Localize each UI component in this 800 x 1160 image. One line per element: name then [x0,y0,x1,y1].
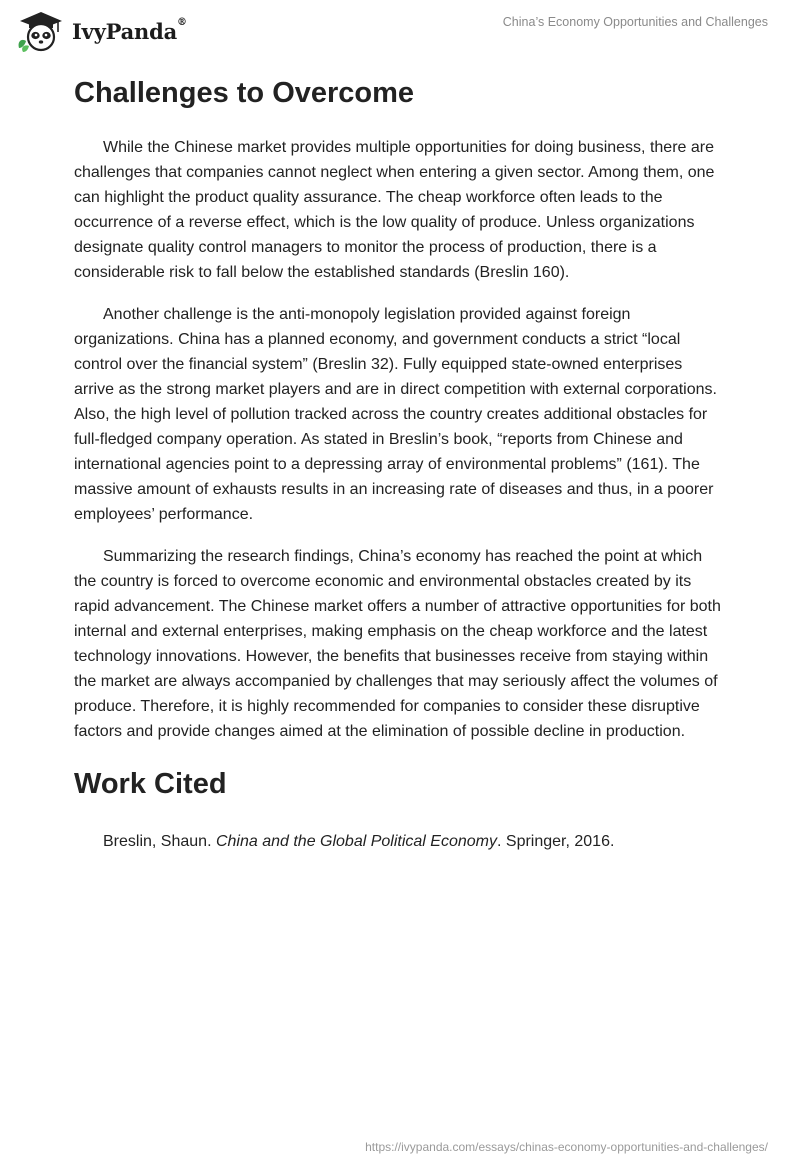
section-heading-work-cited: Work Cited [74,768,227,800]
citation-publisher: . Springer, 2016. [497,833,615,850]
citation-title: China and the Global Political Economy [215,833,497,850]
source-url[interactable]: https://ivypanda.com/essays/chinas-economy-opportunities-and-challenges/ [365,1140,768,1154]
paragraph: While the Chinese market provides multiple opportunities for doing business, there are challenges that companies cannot neglect when entering a given sector. Among them, one can highlight the product quality assurance. The cheap workforce often leads to the occurrence of a reverse effect, which is the low quality of produce. Unless organizations designate quality control managers to monitor the process of production, there is a considerable risk to fall below the established standards (Breslin 160). [74,139,715,281]
brand-name: IvyPanda® [72,16,187,44]
page-header [0,0,800,60]
citation-author: Breslin, Shaun. [103,833,216,850]
registered-mark: ® [177,16,187,28]
panda-graduate-icon [14,8,68,54]
running-title: China’s Economy Opportunities and Challenges [502,15,768,29]
section-heading-challenges: Challenges to Overcome [74,77,415,109]
paragraph: Summarizing the research findings, China’s economy has reached the point at which the country is forced to overcome economic and environmental obstacles created by its rapid advancement. The Chinese market offers a number of attractive opportunities for both internal and external enterprises, making emphasis on the cheap workforce and the latest technology innovations. However, the benefits that businesses receive from staying within the market are always accompanied by challenges that may seriously affect the volumes of produce. Therefore, it is highly recommended for companies to consider these disruptive factors and provide changes aimed at the elimination of possible decline in production. [74,548,721,740]
paragraph: Another challenge is the anti-monopoly legislation provided against foreign organizations. China has a planned economy, and government conducts a strict “local control over the financial system” (Breslin 32). Fully equipped state-owned enterprises arrive as the strong market players and are in direct competition with external corporations. Also, the high level of pollution tracked across the country creates additional obstacles for full-fledged company operation. As stated in Breslin’s book, “reports from Chinese and international agencies point to a depressing array of environmental problems” (161). The massive amount of exhausts results in an increasing rate of diseases and thus, in a poorer employees’ performance. [74,306,717,523]
ivypanda-logo[interactable] [14,8,187,54]
essay-content [74,68,726,854]
citation-entry [74,829,726,854]
